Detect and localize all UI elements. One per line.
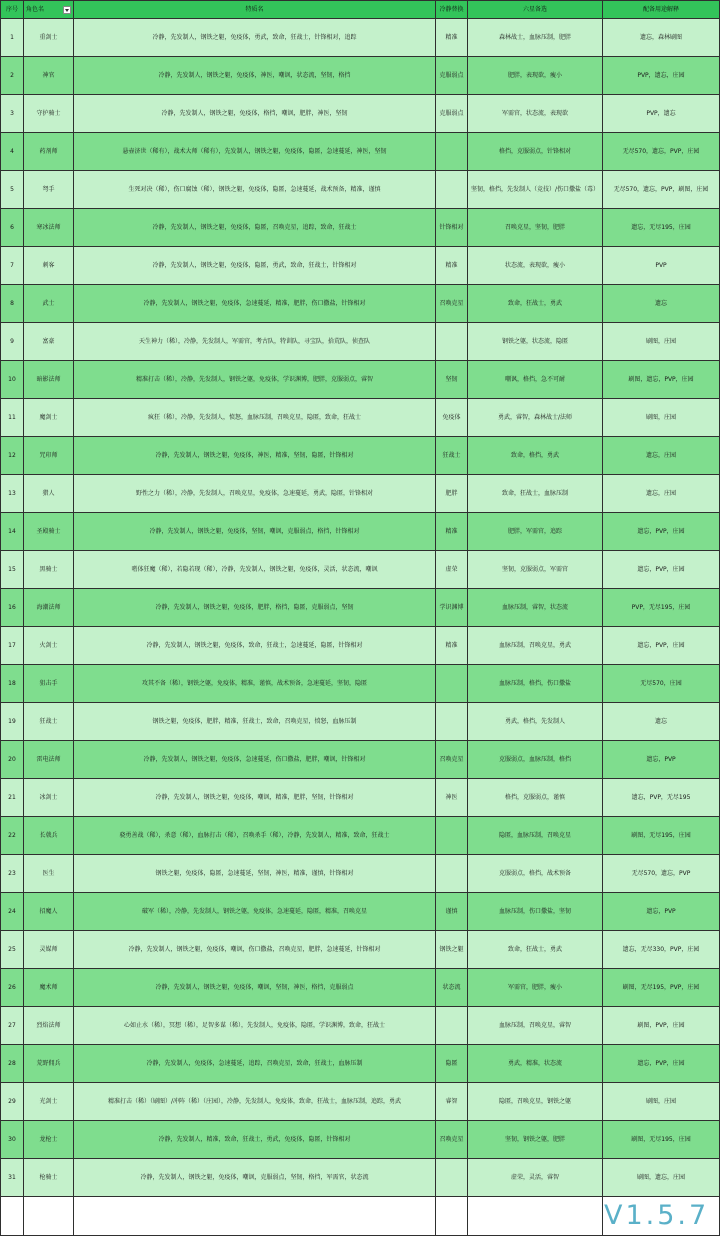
cell-calm-replace[interactable] xyxy=(436,1159,468,1197)
cell-traits[interactable]: 嗜体狂魔（稀），若隐若现（稀），冷静，先发制人，钢铁之躯，免疫体，灵活，状态流，嘲讽 xyxy=(74,551,436,589)
cell-role[interactable]: 咒印师 xyxy=(24,437,74,475)
cell-six-reserve[interactable]: 致命，狂战士，勇武 xyxy=(468,931,603,969)
cell-role[interactable]: 神官 xyxy=(24,57,74,95)
cell-traits[interactable]: 冷静，先发制人，钢铁之躯，免疫体，隐匿，召唤克星，追踪，致命，狂战士 xyxy=(74,209,436,247)
cell-usage[interactable]: 刷图，PVP，庄园 xyxy=(603,1007,720,1045)
cell-usage[interactable]: 无尽570，遗忘，PVP，刷图，庄园 xyxy=(603,171,720,209)
cell-no[interactable]: 4 xyxy=(1,133,24,171)
cell-calm-replace[interactable] xyxy=(436,171,468,209)
cell-no[interactable]: 1 xyxy=(1,19,24,57)
cell-role[interactable]: 海潮法师 xyxy=(24,589,74,627)
cell-usage[interactable]: 无尽570，庄园 xyxy=(603,665,720,703)
table-row[interactable] xyxy=(1,171,720,209)
cell-no[interactable]: 17 xyxy=(1,627,24,665)
cell-usage[interactable]: 遗忘，庄园 xyxy=(603,475,720,513)
cell-role[interactable]: 弩手 xyxy=(24,171,74,209)
cell-usage[interactable]: 刷图，庄园 xyxy=(603,1083,720,1121)
cell-six-reserve[interactable]: 致命，狂战士，血脉压制 xyxy=(468,475,603,513)
cell-calm-replace[interactable] xyxy=(436,855,468,893)
header-role-label: 角色名 xyxy=(26,6,45,13)
cell-role[interactable]: 寒冰法师 xyxy=(24,209,74,247)
cell-no[interactable]: 16 xyxy=(1,589,24,627)
cell-six-reserve[interactable]: 状态流，表现欲，瘦小 xyxy=(468,247,603,285)
cell-six-reserve[interactable]: 勇武，格挡，先发制人 xyxy=(468,703,603,741)
table-row[interactable] xyxy=(1,741,720,779)
cell-traits[interactable]: 冷静，先发制人，钢铁之躯，免疫体，神医，精准，坚韧，隐匿，针锋相对 xyxy=(74,437,436,475)
header-six-reserve: 六星备选 xyxy=(468,1,603,19)
cell-no[interactable]: 5 xyxy=(1,171,24,209)
cell-calm-replace[interactable]: 克服弱点 xyxy=(436,57,468,95)
cell-usage[interactable]: 刷图，无尽195，庄园 xyxy=(603,1121,720,1159)
cell-traits[interactable]: 冷静，先发制人，钢铁之躯，免疫体，急速蔓延，伤口撒盐，肥胖，嘲讽，针锋相对 xyxy=(74,741,436,779)
table-row[interactable] xyxy=(1,285,720,323)
header-no: 序号 xyxy=(1,1,24,19)
cell-no[interactable]: 27 xyxy=(1,1007,24,1045)
cell-role[interactable]: 药剂师 xyxy=(24,133,74,171)
cell-calm-replace[interactable]: 免疫体 xyxy=(436,399,468,437)
cell-role[interactable]: 光剑士 xyxy=(24,1083,74,1121)
cell-usage[interactable]: PVP，无尽195，庄园 xyxy=(603,589,720,627)
table-row[interactable] xyxy=(1,779,720,817)
cell-six-reserve[interactable]: 血脉压制，格挡，伤口撒盐 xyxy=(468,665,603,703)
cell-six-reserve[interactable]: 格挡，克服弱点，针锋相对 xyxy=(468,133,603,171)
cell-no[interactable]: 24 xyxy=(1,893,24,931)
cell-six-reserve[interactable]: 肥胖，表现欲，瘦小 xyxy=(468,57,603,95)
cell-role[interactable]: 猎人 xyxy=(24,475,74,513)
table-row[interactable] xyxy=(1,627,720,665)
cell-usage[interactable]: 刷图，遗忘，庄园 xyxy=(603,1159,720,1197)
empty-cell xyxy=(74,1197,436,1236)
table-row[interactable] xyxy=(1,893,720,931)
cell-role[interactable]: 狙击手 xyxy=(24,665,74,703)
table-row[interactable] xyxy=(1,1007,720,1045)
cell-role[interactable]: 魔术师 xyxy=(24,969,74,1007)
cell-six-reserve[interactable]: 格挡，克服弱点，谨慎 xyxy=(468,779,603,817)
table-row[interactable] xyxy=(1,1045,720,1083)
cell-usage[interactable]: 刷图，庄园 xyxy=(603,399,720,437)
cell-usage[interactable]: 遗忘，无尽330，PVP，庄园 xyxy=(603,931,720,969)
cell-no[interactable]: 10 xyxy=(1,361,24,399)
cell-calm-replace[interactable]: 钢铁之躯 xyxy=(436,931,468,969)
cell-calm-replace[interactable]: 精准 xyxy=(436,247,468,285)
cell-no[interactable]: 7 xyxy=(1,247,24,285)
table-row[interactable] xyxy=(1,399,720,437)
cell-no[interactable]: 19 xyxy=(1,703,24,741)
cell-no[interactable]: 29 xyxy=(1,1083,24,1121)
cell-no[interactable]: 21 xyxy=(1,779,24,817)
table-row[interactable] xyxy=(1,475,720,513)
cell-traits[interactable]: 冷静，先发制人，钢铁之躯，免疫体，嘲讽，精准，肥胖，坚韧，针锋相对 xyxy=(74,779,436,817)
cell-traits[interactable]: 悬壶济世（稀有），战术大师（稀有），先发制人，钢铁之躯，免疫体，隐匿，急速蔓延，神医，坚韧 xyxy=(74,133,436,171)
cell-six-reserve[interactable]: 嘲讽，格挡，急不可耐 xyxy=(468,361,603,399)
cell-role[interactable]: 圣殿骑士 xyxy=(24,513,74,551)
cell-usage[interactable]: 遗忘，PVP xyxy=(603,893,720,931)
cell-six-reserve[interactable]: 致命，狂战士，勇武 xyxy=(468,285,603,323)
cell-calm-replace[interactable] xyxy=(436,703,468,741)
cell-calm-replace[interactable]: 召唤克星 xyxy=(436,1121,468,1159)
cell-calm-replace[interactable]: 针锋相对 xyxy=(436,209,468,247)
cell-traits[interactable]: 钢铁之躯，免疫体，肥胖，精准，狂战士，致命，召唤克星，愤怒，血脉压制 xyxy=(74,703,436,741)
cell-traits[interactable]: 冷静，先发制人，钢铁之躯，免疫体，肥胖，格挡，隐匿，克服弱点，坚韧 xyxy=(74,589,436,627)
cell-usage[interactable]: 遗忘，无尽195，庄园 xyxy=(603,209,720,247)
table-row[interactable] xyxy=(1,703,720,741)
table-row[interactable] xyxy=(1,209,720,247)
cell-traits[interactable]: 破军（稀），冷静，先发制人，钢铁之躯，免疫体，急速蔓延，隐匿，精准，召唤克星 xyxy=(74,893,436,931)
cell-traits[interactable]: 冷静，先发制人，钢铁之躯，免疫体，坚韧，嘲讽，克服弱点，格挡，针锋相对 xyxy=(74,513,436,551)
cell-usage[interactable]: 遗忘，PVP，庄园 xyxy=(603,1045,720,1083)
cell-traits[interactable]: 骁勇善战（稀），杀意（稀），血脉打击（稀），召唤杀手（稀），冷静，先发制人，精准，致命，狂战士 xyxy=(74,817,436,855)
empty-cell xyxy=(468,1197,603,1236)
cell-calm-replace[interactable]: 虚荣 xyxy=(436,551,468,589)
cell-calm-replace[interactable]: 睿智 xyxy=(436,1083,468,1121)
cell-role[interactable]: 守护骑士 xyxy=(24,95,74,133)
table-body xyxy=(1,19,720,1236)
table-row[interactable] xyxy=(1,931,720,969)
table-row[interactable] xyxy=(1,361,720,399)
cell-usage[interactable]: PVP，遗忘 xyxy=(603,95,720,133)
table-row[interactable] xyxy=(1,57,720,95)
cell-six-reserve[interactable]: 坚韧，格挡，先发制人（竞技）/伤口撒盐（毒） xyxy=(468,171,603,209)
table-row[interactable] xyxy=(1,1083,720,1121)
cell-six-reserve[interactable]: 血脉压制，召唤克星，勇武 xyxy=(468,627,603,665)
cell-role[interactable]: 灵媒师 xyxy=(24,931,74,969)
cell-role[interactable]: 暗影法师 xyxy=(24,361,74,399)
cell-no[interactable]: 11 xyxy=(1,399,24,437)
header-row xyxy=(1,1,720,19)
cell-no[interactable]: 22 xyxy=(1,817,24,855)
cell-calm-replace[interactable]: 肥胖 xyxy=(436,475,468,513)
cell-role[interactable]: 医生 xyxy=(24,855,74,893)
version-label: V1.5.7 xyxy=(603,1197,720,1236)
cell-traits[interactable]: 精准打击（稀）（刷图）/冲阵（稀）（庄园），冷静，先发制人，免疫体，致命，狂战士，血脉压制，追踪，勇武 xyxy=(74,1083,436,1121)
cell-six-reserve[interactable]: 森林战士，血脉压制，肥胖 xyxy=(468,19,603,57)
cell-no[interactable]: 14 xyxy=(1,513,24,551)
cell-traits[interactable]: 天生神力（稀），冷静，先发制人，军需官，考古队，特训队，寻宝队，拾荒队，侦查队 xyxy=(74,323,436,361)
header-usage: 配备用途解释 xyxy=(603,1,720,19)
cell-usage[interactable]: 遗忘，PVP，庄园 xyxy=(603,551,720,589)
cell-role[interactable]: 黑骑士 xyxy=(24,551,74,589)
cell-no[interactable]: 6 xyxy=(1,209,24,247)
cell-traits[interactable]: 冷静，先发制人，钢铁之躯，免疫体，嘲讽，坚韧，神医，格挡，克服弱点 xyxy=(74,969,436,1007)
cell-traits[interactable]: 野性之力（稀），冷静，先发制人，召唤克星，免疫体，急速蔓延，勇武，隐匿，针锋相对 xyxy=(74,475,436,513)
cell-no[interactable]: 30 xyxy=(1,1121,24,1159)
cell-calm-replace[interactable]: 精准 xyxy=(436,513,468,551)
table-row[interactable] xyxy=(1,133,720,171)
cell-traits[interactable]: 冷静，先发制人，钢铁之躯，免疫体，致命，狂战士，急速蔓延，隐匿，针锋相对 xyxy=(74,627,436,665)
cell-traits[interactable]: 冷静，先发制人，钢铁之躯，免疫体，嘲讽，伤口撒盐，召唤克星，肥胖，急速蔓延，针锋相对 xyxy=(74,931,436,969)
cell-traits[interactable]: 冷静，先发制人，钢铁之躯，免疫体，格挡，嘲讽，肥胖，神医，坚韧 xyxy=(74,95,436,133)
cell-calm-replace[interactable]: 隐匿 xyxy=(436,1045,468,1083)
cell-role[interactable]: 招魔人 xyxy=(24,893,74,931)
cell-traits[interactable]: 钢铁之躯，免疫体，隐匿，急速蔓延，坚韧，神医，精准，谨慎，针锋相对 xyxy=(74,855,436,893)
cell-calm-replace[interactable]: 学识渊博 xyxy=(436,589,468,627)
cell-six-reserve[interactable]: 隐匿，血脉压制，召唤克星 xyxy=(468,817,603,855)
cell-six-reserve[interactable]: 坚韧，钢铁之躯，肥胖 xyxy=(468,1121,603,1159)
cell-role[interactable]: 枪骑士 xyxy=(24,1159,74,1197)
cell-usage[interactable]: 刷图，无尽195，PVP，庄园 xyxy=(603,969,720,1007)
cell-no[interactable]: 9 xyxy=(1,323,24,361)
cell-six-reserve[interactable]: 勇武，精准，状态流 xyxy=(468,1045,603,1083)
cell-calm-replace[interactable]: 克服弱点 xyxy=(436,95,468,133)
cell-six-reserve[interactable]: 召唤克星，坚韧，肥胖 xyxy=(468,209,603,247)
cell-role[interactable]: 龙枪士 xyxy=(24,1121,74,1159)
cell-role[interactable]: 刺客 xyxy=(24,247,74,285)
cell-usage[interactable]: 刷图，无尽195，庄园 xyxy=(603,817,720,855)
cell-no[interactable]: 31 xyxy=(1,1159,24,1197)
cell-traits[interactable]: 生死对决（稀），伤口腐蚀（稀），钢铁之躯，免疫体，隐匿，急速蔓延，战术预备，精准，谨慎 xyxy=(74,171,436,209)
cell-role[interactable]: 狂战士 xyxy=(24,703,74,741)
table-row[interactable] xyxy=(1,1159,720,1197)
cell-role[interactable]: 火剑士 xyxy=(24,627,74,665)
cell-no[interactable]: 26 xyxy=(1,969,24,1007)
cell-six-reserve[interactable]: 血脉压制，伤口撒盐，坚韧 xyxy=(468,893,603,931)
empty-cell xyxy=(24,1197,74,1236)
cell-role[interactable]: 冰剑士 xyxy=(24,779,74,817)
table-row[interactable] xyxy=(1,19,720,57)
cell-calm-replace[interactable]: 精准 xyxy=(436,19,468,57)
version-row xyxy=(1,1197,720,1236)
cell-six-reserve[interactable]: 勇武，睿智，森林战士/法师 xyxy=(468,399,603,437)
cell-six-reserve[interactable]: 军需官，状态流，表现欲 xyxy=(468,95,603,133)
cell-six-reserve[interactable]: 军需官，肥胖，瘦小 xyxy=(468,969,603,1007)
cell-calm-replace[interactable]: 召唤克星 xyxy=(436,741,468,779)
table-row[interactable] xyxy=(1,95,720,133)
cell-no[interactable]: 13 xyxy=(1,475,24,513)
cell-no[interactable]: 25 xyxy=(1,931,24,969)
cell-role[interactable]: 长戟兵 xyxy=(24,817,74,855)
cell-no[interactable]: 20 xyxy=(1,741,24,779)
empty-cell xyxy=(1,1197,24,1236)
cell-traits[interactable]: 冷静，先发制人，钢铁之躯，免疫体，神医，嘲讽，状态流，坚韧，格挡 xyxy=(74,57,436,95)
cell-no[interactable]: 2 xyxy=(1,57,24,95)
cell-traits[interactable]: 心如止水（稀），冥想（稀），足智多谋（稀），先发制人，免疫体，隐匿，学识渊博，致命，狂战士 xyxy=(74,1007,436,1045)
cell-calm-replace[interactable] xyxy=(436,133,468,171)
cell-role[interactable]: 富豪 xyxy=(24,323,74,361)
cell-role[interactable]: 武士 xyxy=(24,285,74,323)
cell-calm-replace[interactable]: 状态流 xyxy=(436,969,468,1007)
cell-no[interactable]: 18 xyxy=(1,665,24,703)
cell-no[interactable]: 8 xyxy=(1,285,24,323)
table-row[interactable] xyxy=(1,969,720,1007)
cell-usage[interactable]: 遗忘，PVP xyxy=(603,741,720,779)
cell-traits[interactable]: 冷静，先发制人，免疫体，急速蔓延，追踪，召唤克星，致命，狂战士，血脉压制 xyxy=(74,1045,436,1083)
cell-six-reserve[interactable]: 虚荣，灵活，睿智 xyxy=(468,1159,603,1197)
table-row[interactable] xyxy=(1,817,720,855)
cell-role[interactable]: 重剑士 xyxy=(24,19,74,57)
table-row[interactable] xyxy=(1,551,720,589)
cell-usage[interactable]: 遗忘，PVP，庄园 xyxy=(603,513,720,551)
cell-six-reserve[interactable]: 隐匿，召唤克星，钢铁之躯 xyxy=(468,1083,603,1121)
cell-six-reserve[interactable]: 肥胖，军需官，追踪 xyxy=(468,513,603,551)
cell-calm-replace[interactable]: 召唤克星 xyxy=(436,285,468,323)
cell-calm-replace[interactable] xyxy=(436,323,468,361)
cell-calm-replace[interactable] xyxy=(436,817,468,855)
cell-traits[interactable]: 攻其不备（稀），钢铁之躯，免疫体，精准，谨慎，战术预备，急速蔓延，坚韧，隐匿 xyxy=(74,665,436,703)
cell-no[interactable]: 12 xyxy=(1,437,24,475)
cell-usage[interactable]: 遗忘，PVP，庄园 xyxy=(603,627,720,665)
cell-usage[interactable]: 遗忘 xyxy=(603,703,720,741)
header-role[interactable] xyxy=(24,1,74,19)
cell-usage[interactable]: 遗忘 xyxy=(603,285,720,323)
cell-traits[interactable]: 疯狂（稀），冷静，先发制人，愤怒，血脉压制，召唤克星，隐匿，致命，狂战士 xyxy=(74,399,436,437)
cell-usage[interactable]: 无尽570，遗忘，PVP xyxy=(603,855,720,893)
cell-usage[interactable]: 遗忘，庄园 xyxy=(603,437,720,475)
table-row[interactable] xyxy=(1,513,720,551)
table-row[interactable] xyxy=(1,323,720,361)
table-row[interactable] xyxy=(1,855,720,893)
cell-calm-replace[interactable] xyxy=(436,665,468,703)
cell-six-reserve[interactable]: 坚韧，克服弱点，军需官 xyxy=(468,551,603,589)
cell-six-reserve[interactable]: 克服弱点，血脉压制，格挡 xyxy=(468,741,603,779)
cell-traits[interactable]: 冷静，先发制人，钢铁之躯，免疫体，急速蔓延，精准，肥胖，伤口撒盐，针锋相对 xyxy=(74,285,436,323)
cell-no[interactable]: 23 xyxy=(1,855,24,893)
cell-usage[interactable]: PVP，遗忘，庄园 xyxy=(603,57,720,95)
cell-role[interactable]: 烈焰法师 xyxy=(24,1007,74,1045)
table-row[interactable] xyxy=(1,665,720,703)
cell-no[interactable]: 15 xyxy=(1,551,24,589)
table-row[interactable] xyxy=(1,1121,720,1159)
cell-six-reserve[interactable]: 血脉压制，睿智，状态流 xyxy=(468,589,603,627)
cell-traits[interactable]: 冷静，先发制人，钢铁之躯，免疫体，嘲讽，克服弱点，坚韧，格挡，军需官，状态流 xyxy=(74,1159,436,1197)
cell-traits[interactable]: 冷静，先发制人，钢铁之躯，免疫体，勇武，致命，狂战士，针锋相对，追踪 xyxy=(74,19,436,57)
table-row[interactable] xyxy=(1,437,720,475)
cell-calm-replace[interactable]: 精准 xyxy=(436,627,468,665)
empty-cell xyxy=(436,1197,468,1236)
cell-usage[interactable]: 无尽570，遗忘，PVP，庄园 xyxy=(603,133,720,171)
cell-traits[interactable]: 冷静，先发制人，精准，致命，狂战士，勇武，免疫体，隐匿，针锋相对 xyxy=(74,1121,436,1159)
cell-six-reserve[interactable]: 克服弱点，格挡，战术预备 xyxy=(468,855,603,893)
cell-calm-replace[interactable]: 神医 xyxy=(436,779,468,817)
cell-six-reserve[interactable]: 致命，格挡，勇武 xyxy=(468,437,603,475)
cell-usage[interactable]: 遗忘，PVP，无尽195 xyxy=(603,779,720,817)
cell-no[interactable]: 3 xyxy=(1,95,24,133)
cell-role[interactable]: 魔剑士 xyxy=(24,399,74,437)
header-traits: 特质名 xyxy=(74,1,436,19)
cell-usage[interactable]: 遗忘，森林刷图 xyxy=(603,19,720,57)
cell-usage[interactable]: 刷图，庄园 xyxy=(603,323,720,361)
cell-calm-replace[interactable]: 谨慎 xyxy=(436,893,468,931)
cell-role[interactable]: 雷电法师 xyxy=(24,741,74,779)
cell-calm-replace[interactable] xyxy=(436,1007,468,1045)
cell-traits[interactable]: 精准打击（稀），冷静，先发制人，钢铁之躯，免疫体，学识渊博，肥胖，克服弱点，睿智 xyxy=(74,361,436,399)
cell-calm-replace[interactable]: 狂战士 xyxy=(436,437,468,475)
table-row[interactable] xyxy=(1,589,720,627)
cell-six-reserve[interactable]: 血脉压制，召唤克星，睿智 xyxy=(468,1007,603,1045)
cell-six-reserve[interactable]: 钢铁之躯，状态流，隐匿 xyxy=(468,323,603,361)
table-row[interactable] xyxy=(1,247,720,285)
cell-calm-replace[interactable]: 坚韧 xyxy=(436,361,468,399)
cell-usage[interactable]: 刷图，遗忘，PVP，庄园 xyxy=(603,361,720,399)
cell-no[interactable]: 28 xyxy=(1,1045,24,1083)
filter-dropdown-icon[interactable] xyxy=(63,6,71,14)
cell-usage[interactable]: PVP xyxy=(603,247,720,285)
cell-role[interactable]: 荒野佣兵 xyxy=(24,1045,74,1083)
cell-traits[interactable]: 冷静，先发制人，钢铁之躯，免疫体，隐匿，勇武，致命，狂战士，针锋相对 xyxy=(74,247,436,285)
header-calm-replace: 冷静替换 xyxy=(436,1,468,19)
